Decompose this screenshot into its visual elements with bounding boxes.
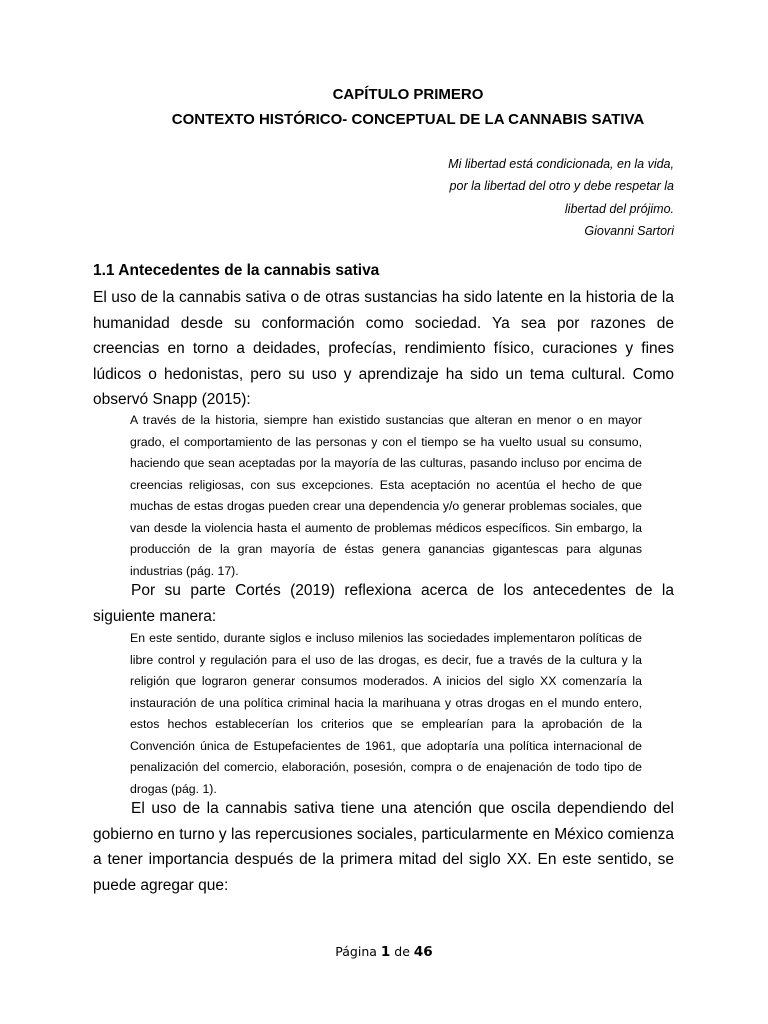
body-paragraph-3 [93, 796, 674, 898]
footer-total-pages: 46 [413, 944, 433, 960]
chapter-title: CONTEXTO HISTÓRICO- CONCEPTUAL DE LA CANNABIS SATIVA [171, 111, 645, 128]
body-paragraph-2-text: Por su parte Cortés (2019) reflexiona acerca de los antecedentes de la siguiente manera: [93, 582, 674, 625]
chapter-label: CAPÍTULO PRIMERO [332, 86, 484, 103]
body-paragraph-1: El uso de la cannabis sativa o de otras sustancias ha sido latente en la historia de la humanidad desde su conformación como sociedad. Ya sea por razones de creencias en torno a deidades, profecías, rendimiento físico, curaciones y fines lúdicos o hedonistas, pero su uso y aprendizaje ha sido un tema cultural. Como observó Snapp (2015): [93, 289, 674, 409]
footer-prefix: Página [335, 944, 377, 959]
footer-current-page: 1 [380, 944, 391, 960]
page-footer [0, 944, 768, 960]
block-quote-1: A través de la historia, siempre han existido sustancias que alteran en menor o en mayor grado, el comportamiento de las personas y con el tiempo se ha vuelto usual su consumo, haciendo que sean aceptadas por la mayoría de las culturas, pasando incluso por encima de creencias religiosas, con sus excepciones. Esta aceptación no acentúa el hecho de que muchas de estas drogas pueden crear una dependencia y/o generar problemas sociales, que van desde la violencia hasta el aumento de problemas médicos específicos. Sin embargo, la producción de la gran mayoría de éstas genera ganancias gigantescas para algunas industrias (pág. 17). [130, 413, 642, 578]
epigraph [274, 153, 674, 242]
body-paragraph-3-text: El uso de la cannabis sativa tiene una atención que oscila dependiendo del gobierno en turno y las repercusiones sociales, particularmente en México comienza a tener importancia después de la primera mitad del siglo XX. En este sentido, se puede agregar que: [93, 800, 674, 894]
body-paragraph-2 [93, 578, 674, 629]
epigraph-line: libertad del prójimo. [564, 201, 674, 216]
footer-separator: de [394, 944, 410, 959]
epigraph-line: por la libertad del otro y debe respetar la [449, 179, 674, 194]
epigraph-line: Mi libertad está condicionada, en la vida, [448, 157, 674, 171]
epigraph-author: Giovanni Sartori [584, 223, 674, 238]
section-heading: 1.1 Antecedentes de la cannabis sativa [93, 262, 380, 279]
block-quote-2: En este sentido, durante siglos e incluso milenios las sociedades implementaron políticas de libre control y regulación para el uso de las drogas, es decir, fue a través de la cultura y la religión que lograron generar consumos moderados. A inicios del siglo XX comenzaría la instauración de una política criminal hacia la marihuana y otras drogas en el mundo entero, estos hechos establecerían los criterios que se emplearían para la aprobación de la Convención única de Estupefacientes de 1961, que adoptaría una política internacional de penalización del comercio, elaboración, posesión, compra o de enajenación de todo tipo de drogas (pág. 1). [130, 631, 642, 796]
